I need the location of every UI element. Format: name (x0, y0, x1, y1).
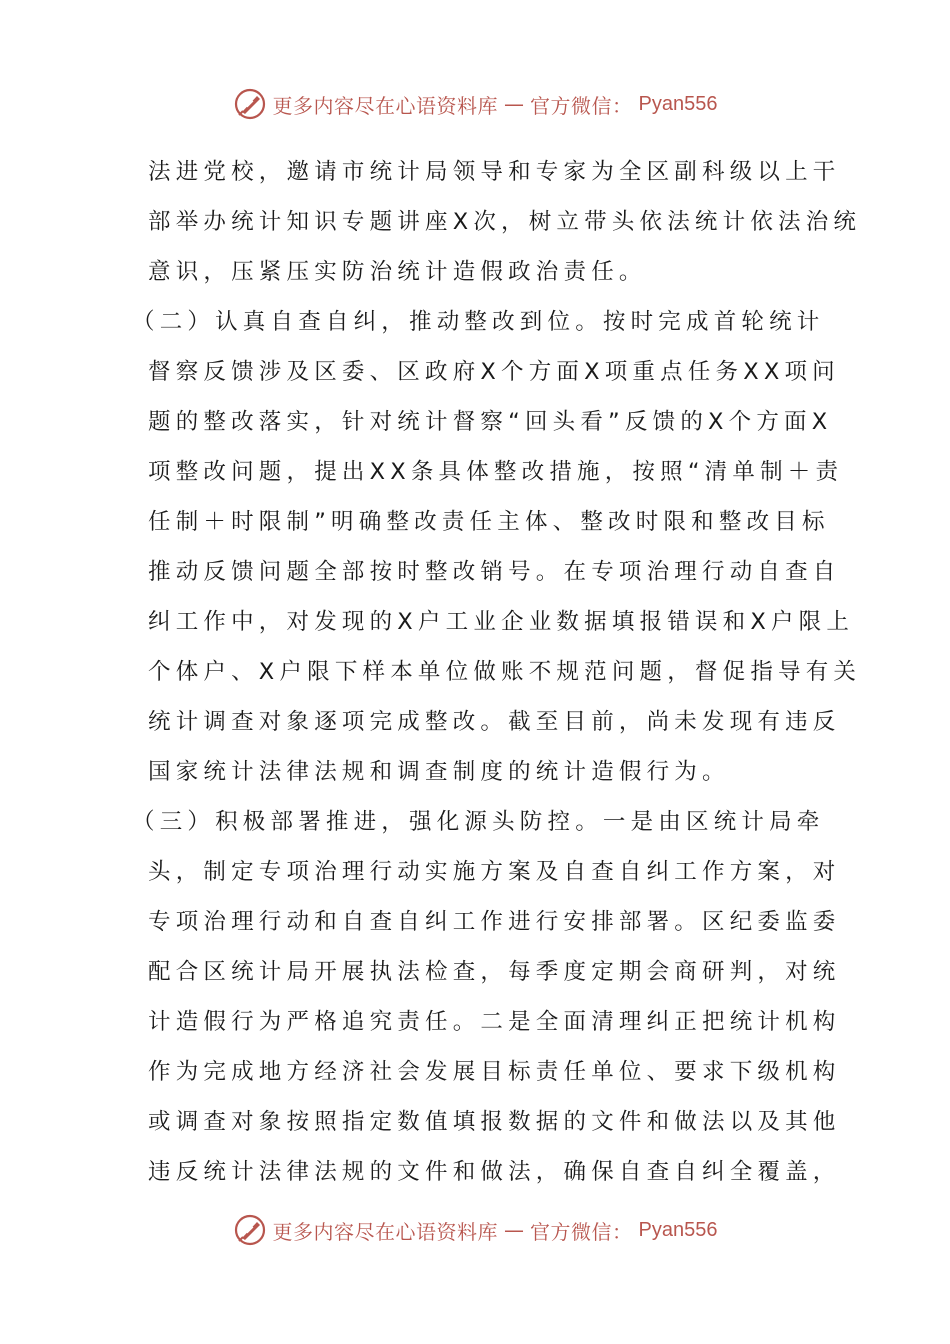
header-banner-separator: — (504, 92, 525, 116)
body-line: 纠工作中，对发现的X户工业企业数据填报错误和X户限上 (148, 609, 855, 635)
header-banner-wechat-id: Pyan556 (638, 92, 718, 115)
body-line: 题的整改落实，针对统计督察“回头看”反馈的X个方面X (148, 409, 833, 435)
body-line: 违反统计法律法规的文件和做法，确保自查自纠全覆盖， (148, 1159, 841, 1185)
body-line: 法进党校，邀请市统计局领导和专家为全区副科级以上干 (148, 159, 841, 185)
body-line: 意识，压紧压实防治统计造假政治责任。 (148, 259, 647, 285)
header-banner-inner (233, 87, 718, 121)
body-line: 项整改问题，提出XX条具体整改措施，按照“清单制＋责 (148, 459, 844, 485)
footer-banner-wechat-id: Pyan556 (638, 1218, 718, 1241)
body-line: 统计调查对象逐项完成整改。截至目前，尚未发现有违反 (148, 709, 841, 735)
body-line: 作为完成地方经济社会发展目标责任单位、要求下级机构 (148, 1059, 841, 1085)
body-line: 或调查对象按照指定数值填报数据的文件和做法以及其他 (148, 1109, 841, 1135)
header-banner (0, 84, 950, 124)
body-line: 部举办统计知识专题讲座X次，树立带头依法统计依法治统 (148, 209, 862, 235)
footer-banner-label: 官方微信： (530, 1219, 633, 1244)
footer-banner-text: 更多内容尽在心语资料库 (272, 1219, 499, 1244)
body-line: 任制＋时限制”明确整改责任主体、整改时限和整改目标 (148, 509, 830, 535)
paragraph-heading-line: （三）积极部署推进，强化源头防控。一是由区统计局牵 (132, 809, 825, 835)
quill-seal-icon (233, 87, 267, 121)
body-line: 配合区统计局开展执法检查，每季度定期会商研判，对统 (148, 959, 841, 985)
footer-banner-inner (233, 1213, 718, 1247)
body-line: 督察反馈涉及区委、区政府X个方面X项重点任务XX项问 (148, 359, 840, 385)
body-line: 国家统计法律法规和调查制度的统计造假行为。 (148, 759, 730, 785)
footer-banner-separator: — (504, 1218, 525, 1242)
body-line: 个体户、X户限下样本单位做账不规范问题，督促指导有关 (148, 659, 862, 685)
body-line: 推动反馈问题全部按时整改销号。在专项治理行动自查自 (148, 559, 841, 585)
body-line: 头，制定专项治理行动实施方案及自查自纠工作方案，对 (148, 859, 841, 885)
body-line: 专项治理行动和自查自纠工作进行安排部署。区纪委监委 (148, 909, 841, 935)
footer-banner (0, 1210, 950, 1250)
paragraph-heading-line: （二）认真自查自纠，推动整改到位。按时完成首轮统计 (132, 309, 825, 335)
body-line: 计造假行为严格追究责任。二是全面清理纠正把统计机构 (148, 1009, 841, 1035)
document-body (132, 147, 862, 1197)
header-banner-text: 更多内容尽在心语资料库 (272, 93, 499, 118)
quill-seal-icon (233, 1213, 267, 1247)
header-banner-label: 官方微信： (530, 93, 633, 118)
